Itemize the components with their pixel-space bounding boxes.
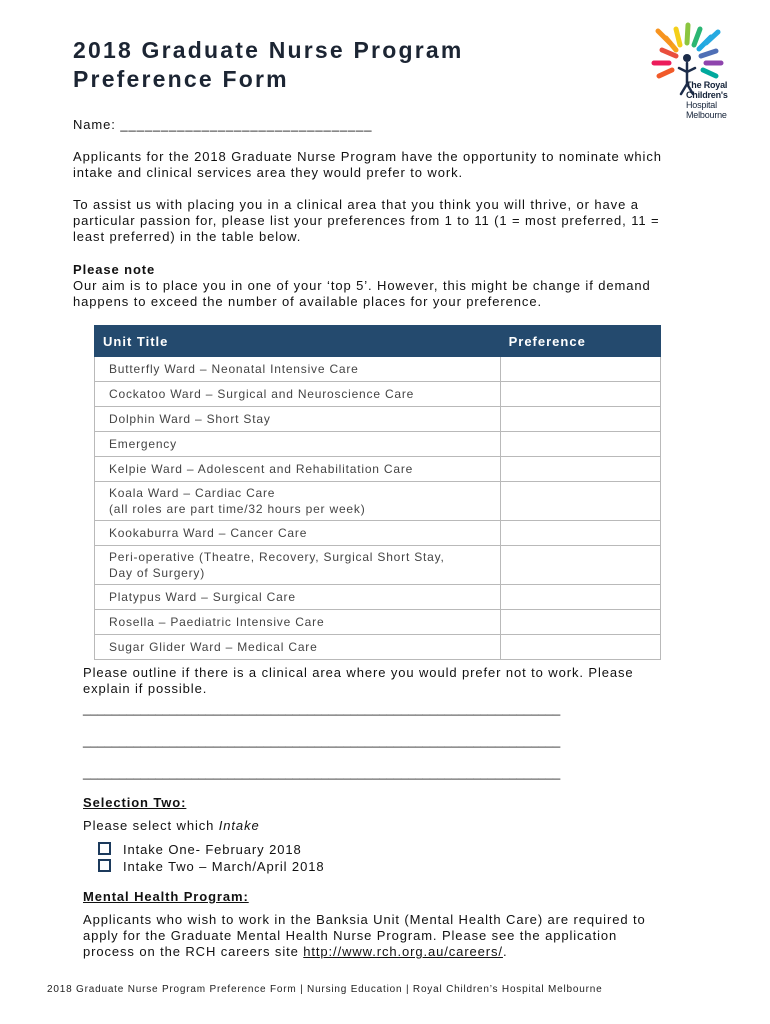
table-row (95, 407, 661, 432)
preference-table (94, 325, 661, 660)
preference-input-cell[interactable] (500, 521, 660, 546)
preference-header: Preference (500, 326, 660, 357)
unit-title-line-1: Platypus Ward – Surgical Care (109, 590, 296, 604)
table-row (95, 635, 661, 660)
logo-line-4: Melbourne (686, 110, 727, 120)
unit-title-cell (95, 482, 501, 521)
unit-title-line-1: Dolphin Ward – Short Stay (109, 412, 271, 426)
unit-title-cell (95, 382, 501, 407)
unit-title-cell (95, 546, 501, 585)
unit-title-line-2: Day of Surgery) (109, 566, 206, 580)
instruction-prefix: Please select which (83, 818, 219, 833)
logo-line-1: The Royal (686, 80, 728, 90)
unit-title-cell (95, 407, 501, 432)
unit-title-cell (95, 357, 501, 382)
name-field[interactable] (73, 117, 372, 133)
unit-title-line-1: Koala Ward – Cardiac Care (109, 486, 276, 500)
unit-title-cell (95, 635, 501, 660)
unit-title-line-1: Butterfly Ward – Neonatal Intensive Care (109, 362, 359, 376)
mental-health-end: . (502, 944, 508, 959)
unit-title-cell (95, 432, 501, 457)
intake-option-2[interactable] (98, 859, 324, 875)
preference-input-cell[interactable] (500, 432, 660, 457)
table-row (95, 546, 661, 585)
unit-title-line-1: Kelpie Ward – Adolescent and Rehabilitation Care (109, 462, 414, 476)
selection-two-instruction (83, 818, 260, 834)
page-footer: 2018 Graduate Nurse Program Preference Form | Nursing Education | Royal Children’s Hospital Melbourne (47, 984, 603, 995)
preference-input-cell[interactable] (500, 546, 660, 585)
logo-line-3: Hospital (686, 100, 717, 110)
intake-option-1-label: Intake One- February 2018 (123, 842, 302, 857)
table-row (95, 457, 661, 482)
prefer-not-line-3[interactable]: __________________________________________________________________ (83, 765, 561, 780)
mental-health-body (83, 912, 663, 960)
title-line-2: Preference Form (73, 66, 289, 92)
preference-input-cell[interactable] (500, 585, 660, 610)
intake-option-2-label: Intake Two – March/April 2018 (123, 859, 325, 874)
unit-title-line-1: Kookaburra Ward – Cancer Care (109, 526, 308, 540)
table-row (95, 382, 661, 407)
instruction-emphasis: Intake (218, 818, 260, 833)
unit-title-line-1: Rosella – Paediatric Intensive Care (109, 615, 325, 629)
unit-title-line-1: Emergency (109, 437, 177, 451)
unit-title-header: Unit Title (95, 326, 501, 357)
unit-title-cell (95, 585, 501, 610)
table-row (95, 521, 661, 546)
preference-input-cell[interactable] (500, 357, 660, 382)
mental-health-text: Applicants who wish to work in the Banksia Unit (Mental Health Care) are required to apply for the Graduate Mental Health Nurse Program. Please see the application process on the RCH careers site (83, 912, 646, 959)
unit-title-cell (95, 610, 501, 635)
intake-option-1[interactable] (98, 842, 302, 858)
unit-title-line-1: Sugar Glider Ward – Medical Care (109, 640, 318, 654)
table-row (95, 432, 661, 457)
logo-line-2: Children's (686, 90, 728, 100)
table-row (95, 482, 661, 521)
prefer-not-line-2[interactable]: __________________________________________________________________ (83, 733, 561, 748)
preference-input-cell[interactable] (500, 635, 660, 660)
preference-input-cell[interactable] (500, 610, 660, 635)
selection-two-heading: Selection Two: (83, 795, 187, 810)
mental-health-heading: Mental Health Program: (83, 889, 249, 904)
checkbox-icon[interactable] (98, 842, 111, 855)
unit-title-line-2: (all roles are part time/32 hours per week) (109, 502, 366, 516)
note-body: Our aim is to place you in one of your ‘top 5’. However, this might be change if demand happens to exceed the number of available places for your preference. (73, 278, 651, 309)
name-blank: _______________________________ (120, 117, 373, 132)
unit-title-line-1: Cockatoo Ward – Surgical and Neuroscience Care (109, 387, 415, 401)
table-header-row (95, 326, 661, 357)
table-row (95, 610, 661, 635)
title-line-1: 2018 Graduate Nurse Program (73, 37, 464, 63)
preference-input-cell[interactable] (500, 407, 660, 432)
careers-link[interactable]: http://www.rch.org.au/careers/ (303, 944, 503, 959)
logo-wordmark (686, 80, 728, 120)
unit-title-line-1: Peri-operative (Theatre, Recovery, Surgical Short Stay, (109, 550, 445, 564)
checkbox-icon[interactable] (98, 859, 111, 872)
page-title (73, 36, 464, 94)
preference-input-cell[interactable] (500, 382, 660, 407)
name-label: Name: (73, 117, 116, 132)
intro-paragraph-1: Applicants for the 2018 Graduate Nurse Program have the opportunity to nominate which intake and clinical services area they would prefer to work. (73, 149, 662, 180)
unit-title-cell (95, 521, 501, 546)
prefer-not-text: Please outline if there is a clinical area where you would prefer not to work. Please explain if possible. (83, 665, 634, 696)
unit-title-cell (95, 457, 501, 482)
preference-input-cell[interactable] (500, 482, 660, 521)
table-row (95, 357, 661, 382)
intro-paragraph-2: To assist us with placing you in a clinical area that you think you will thrive, or have a particular passion for, please list your preferences from 1 to 11 (1 = most preferred, 11 = least preferred) in the table below. (73, 197, 660, 244)
preference-input-cell[interactable] (500, 457, 660, 482)
table-row (95, 585, 661, 610)
prefer-not-line-1[interactable]: __________________________________________________________________ (83, 701, 561, 716)
note-heading: Please note (73, 262, 156, 277)
